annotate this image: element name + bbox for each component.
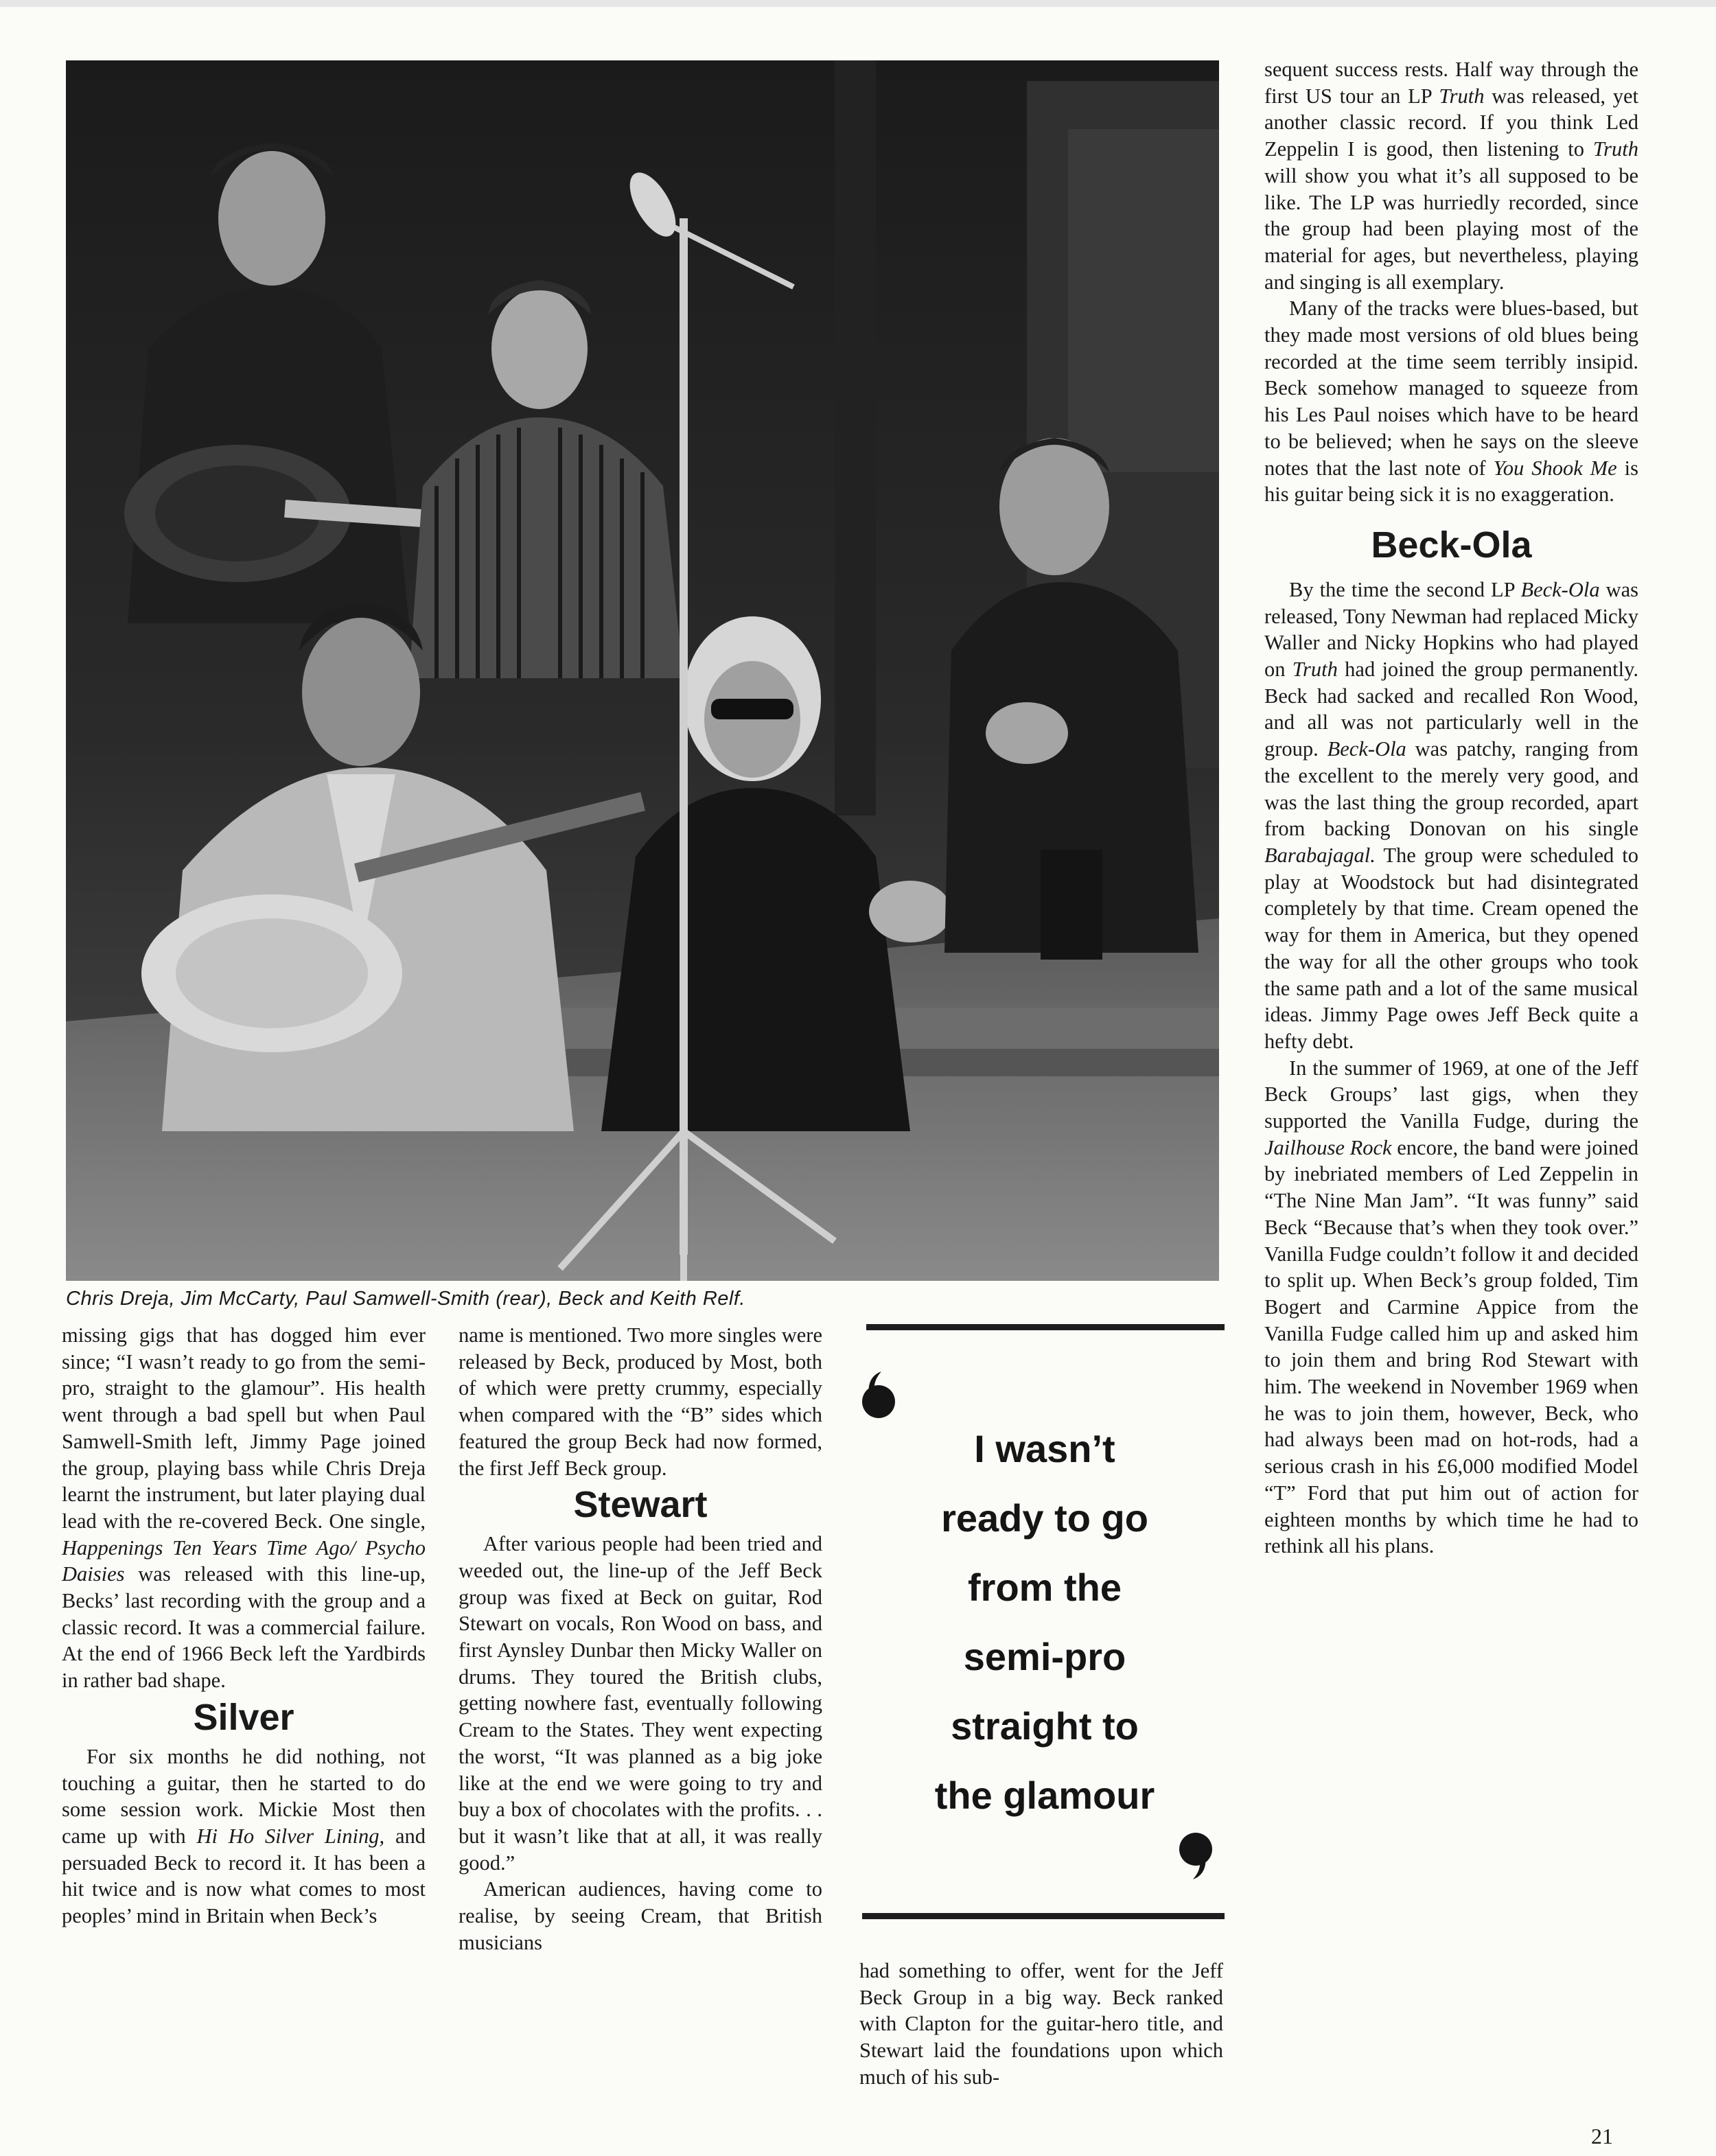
pull-quote xyxy=(866,1414,1223,1830)
col4-p4-text-a: In the summer of 1969, at one of the Jeff Beck Groups’ last gigs, when they supported the Vanilla Fudge, during the xyxy=(1264,1056,1638,1133)
album-title-truth: Truth xyxy=(1439,84,1485,108)
col4-p3-text-a: By the time the second LP xyxy=(1289,577,1515,601)
band-photo xyxy=(66,60,1219,1281)
col4-p4-text-b: encore, the band were joined by inebriated members of Led Zeppelin in “The Nine Man Jam”. “It was funny” said Beck “Because that’s when they took over.” Vanilla Fudge couldn’t follow it and decided to split up. When Beck’s group folded, Tim Bogert and Carmine Appice from the Vanilla Fudge called him up and asked him to join them and bring Rod Stewart with him. The weekend in November 1969 when he was to join them, however, Beck, who had always been mad on hot-rods, had a serious crash in his £6,000 modified Model “T” Ford that put him out of action for eighteen months by which time he had to rethink all his plans. xyxy=(1264,1135,1639,1558)
col4-p2-text-b: is his guitar being sick it is no exaggeration. xyxy=(1264,456,1639,507)
song-title-hi-ho: Hi Ho Silver Lining, xyxy=(196,1824,385,1848)
col2-paragraph-1: name is mentioned. Two more singles were released by Beck, produced by Most, both of which were pretty crummy, especially when compared with the “B” sides which featured the group Beck had now formed, the first Jeff Beck group. xyxy=(459,1323,822,1480)
col1-paragraph-2 xyxy=(62,1743,426,1929)
section-heading-beck-ola: Beck-Ola xyxy=(1371,524,1532,566)
col4-p1-text-b: was released, yet another classic record. If you think Led Zeppelin I is good, then listening to xyxy=(1264,84,1639,161)
col4-p1-text-a: sequent success rests. Half way through the first US tour an LP xyxy=(1264,58,1638,108)
single-title: Happenings Ten Years Time Ago/ Psycho Daisies xyxy=(62,1535,426,1586)
section-heading-silver: Silver xyxy=(193,1696,294,1738)
pull-quote-line: ready to go xyxy=(941,1496,1148,1540)
pull-quote-line: from the xyxy=(968,1566,1122,1609)
pull-quote-line: semi-pro xyxy=(963,1635,1126,1678)
col4-paragraph-1 xyxy=(1264,56,1638,295)
pullquote-top-rule xyxy=(866,1324,1225,1330)
pullquote-bottom-rule xyxy=(862,1913,1225,1919)
album-title-truth: Truth xyxy=(1592,137,1638,161)
col1-p1-end: was released with this line-up, Becks’ last recording with the group and a classic record. It was a commercial failure. At the end of 1966 Beck left the Yardbirds in rather bad shape. xyxy=(62,1562,426,1693)
song-title-you-shook-me: You Shook Me xyxy=(1493,456,1617,480)
col1-p2-end: and persuaded Beck to record it. It has been a hit twice and is now what comes to most peoples’ mind in Britain when Beck’s xyxy=(62,1824,426,1928)
col4-paragraph-3 xyxy=(1264,577,1638,1055)
col4-p3-text-c: had joined the group permanently. Beck had sacked and recalled Ron Wood, and all was not particularly well in the group. xyxy=(1264,658,1638,761)
song-title-jailhouse-rock: Jailhouse Rock xyxy=(1264,1135,1392,1159)
col4-p3-text-d: was patchy, ranging from the excellent to the merely very good, and was the last thing the group recorded, apart from backing Donovan on his single xyxy=(1264,737,1638,841)
album-title-beck-ola: Beck-Ola xyxy=(1327,737,1406,761)
col4-paragraph-4 xyxy=(1264,1055,1638,1560)
section-heading-stewart: Stewart xyxy=(573,1484,708,1526)
col1-p1-text: missing gigs that has dogged him ever since; “I wasn’t ready to go from the semi-pro, straight to the glamour”. His health went through a bad spell but when Paul Samwell-Smith left, Jimmy Page joined the group, playing bass while Chris Dreja learnt the instrument, but later playing dual lead with the re-covered Beck. One single, xyxy=(62,1323,426,1533)
col4-p3-text-b: was released, Tony Newman had replaced Micky Waller and Nicky Hopkins who had played on xyxy=(1264,577,1639,682)
open-quote-icon xyxy=(858,1370,899,1419)
article-column-3 xyxy=(859,1958,1223,2091)
col1-paragraph-1 xyxy=(62,1322,426,1694)
photo-caption: Chris Dreja, Jim McCarty, Paul Samwell-Smith (rear), Beck and Keith Relf. xyxy=(66,1288,745,1310)
pull-quote-line: the glamour xyxy=(934,1774,1155,1817)
col2-paragraph-3: American audiences, having come to realise, by seeing Cream, that British musicians xyxy=(459,1877,822,1954)
album-title-beck-ola: Beck-Ola xyxy=(1520,577,1600,601)
article-column-4 xyxy=(1264,56,1638,1560)
col4-paragraph-2 xyxy=(1264,295,1638,508)
album-title-truth: Truth xyxy=(1292,658,1338,682)
col1-p2-text: For six months he did nothing, not touching a guitar, then he started to do some session work. Mickie Most then came up with xyxy=(62,1744,426,1848)
page-number: 21 xyxy=(1591,2124,1613,2148)
single-title-barabajagal: Barabajagal. xyxy=(1264,843,1376,867)
article-column-1 xyxy=(62,1322,426,1929)
col4-p3-text-e: The group were scheduled to play at Woodstock but had disintegrated completely by that time. Cream opened the way for them in America, but they opened the way for all the other groups who took the same path and a lot of the same musical ideas. Jimmy Page owes Jeff Beck quite a hefty debt. xyxy=(1264,843,1639,1053)
pull-quote-line: I wasn’t xyxy=(974,1427,1115,1470)
col4-p1-text-c: will show you what it’s all supposed to be like. The LP was hurriedly recorded, since the group had been playing most of the material for ages, but nevertheless, playing and singing is all exemplary. xyxy=(1264,163,1638,294)
page-top-edge xyxy=(0,0,1716,7)
close-quote-icon xyxy=(1175,1831,1216,1881)
band-photo-illustration xyxy=(66,60,1219,1281)
pull-quote-line: straight to xyxy=(951,1704,1139,1748)
col2-paragraph-2: After various people had been tried and weeded out, the line-up of the Jeff Beck group was fixed at Beck on guitar, Rod Stewart on vocals, Ron Wood on bass, and first Aynsley Dunbar then Micky Waller on drums. They toured the British clubs, getting nowhere fast, eventually following Cream to the States. They went expecting the worst, “It was planned as a big joke like at the end we were going to try and buy a box of chocolates with the profits. . . but it wasn’t like that at all, it was really good.” xyxy=(459,1532,822,1875)
col4-p2-text-a: Many of the tracks were blues-based, but they made most versions of old blues being recorded at the time seem terribly insipid. Beck somehow managed to squeeze from his Les Paul noises which have to be heard to be believed; when he says on the sleeve notes that the last note of xyxy=(1264,297,1638,480)
col3-paragraph-1: had something to offer, went for the Jeff Beck Group in a big way. Beck ranked with Clapton for the guitar-hero title, and Stewart laid the foundations upon which much of his sub- xyxy=(859,1959,1223,2089)
article-column-2 xyxy=(459,1322,822,1956)
